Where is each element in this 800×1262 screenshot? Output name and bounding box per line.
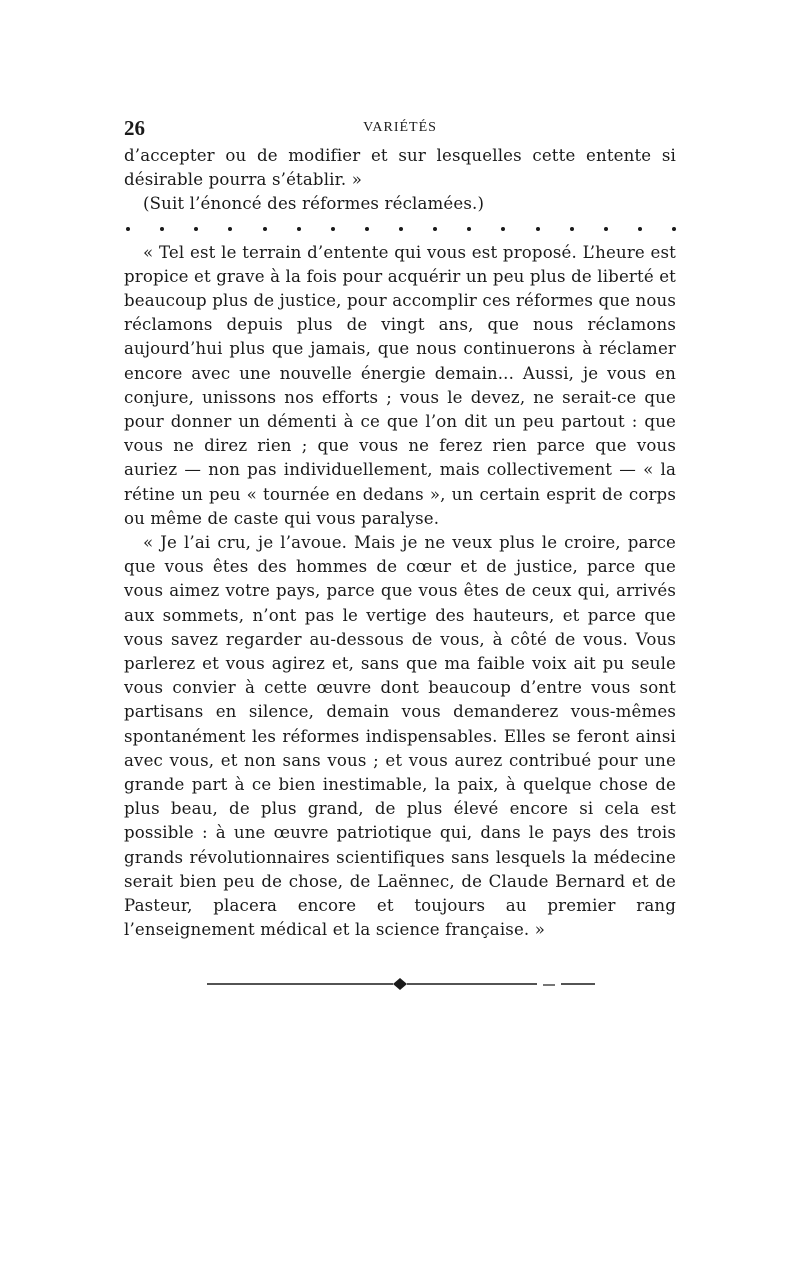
- ellipsis-dot: [365, 227, 369, 231]
- ellipsis-dot: [433, 227, 437, 231]
- ellipsis-dot: [638, 227, 642, 231]
- ellipsis-dot: [501, 227, 505, 231]
- page-number: 26: [124, 116, 145, 140]
- ellipsis-dot: [263, 227, 267, 231]
- paragraph-continuation: d’accepter ou de modifier et sur lesquelles cette entente si désirable pourra s’établir. »: [124, 146, 676, 190]
- running-title: VARIÉTÉS: [363, 120, 437, 135]
- ellipsis-dot: [126, 227, 130, 231]
- running-head: [124, 112, 676, 144]
- paragraph-note: (Suit l’énoncé des réformes réclamées.): [143, 194, 485, 214]
- ellipsis-dot: [297, 227, 301, 231]
- ellipsis-dot: [331, 227, 335, 231]
- ellipsis-dot: [399, 227, 403, 231]
- page: [124, 112, 676, 943]
- ellipsis-dot: [604, 227, 608, 231]
- ellipsis-dot: [467, 227, 471, 231]
- ellipsis-dot: [160, 227, 164, 231]
- end-ornament: [207, 976, 595, 992]
- ellipsis-dot: [672, 227, 676, 231]
- ellipsis-dot: [194, 227, 198, 231]
- ornament-diamond: [393, 978, 407, 990]
- ellipsis-dot: [536, 227, 540, 231]
- paragraph-quote-2: « Je l’ai cru, je l’avoue. Mais je ne veux plus le croire, parce que vous êtes des hommes de cœur et de justice, parce que vous aimez votre pays, parce que vous êtes de ceux qui, arrivés aux sommets, n’ont pas le vertige des hauteurs, et parce que vous savez regarder au-dessous de vous, à côté de vous. Vous parlerez et vous agirez et, sans que ma faible voix ait pu seule vous convier à cette œuvre dont beaucoup d’entre vous sont partisans en silence, demain vous demanderez vous-mêmes spontanément les réformes indispensables. Elles se feront ainsi avec vous, et non sans vous ; et vous aurez contribué pour une grande part à ce bien inestimable, la paix, à quelque chose de plus beau, de plus grand, de plus élevé encore si cela est possible : à une œuvre patriotique qui, dans le pays des trois grands révolutionnaires scientifiques sans lesquels la médecine serait bien peu de chose, de Laënnec, de Claude Bernard et de Pasteur, placera encore et toujours au premier rang l’enseignement médical et la science française. »: [124, 533, 676, 940]
- ellipsis-dot: [228, 227, 232, 231]
- paragraph-quote-1: « Tel est le terrain d’entente qui vous est proposé. L’heure est propice et grave à la fois pour acquérir un peu plus de liberté et beaucoup plus de justice, pour accomplir ces réformes que nous réclamons depuis plus de vingt ans, que nous réclamons aujourd’hui plus que jamais, que nous continuerons à réclamer encore avec une nouvelle énergie demain... Aussi, je vous en conjure, unissons nos efforts ; vous le devez, ne serait-ce que pour donner un démenti à ce que l’on dit un peu partout : que vous ne direz rien ; que vous ne ferez rien parce que vous auriez — non pas individuellement, mais collectivement — « la rétine un peu « tournée en dedans », un certain esprit de corps ou même de caste qui vous paralyse.: [124, 242, 676, 528]
- ellipsis-row: [124, 217, 676, 241]
- ellipsis-dot: [570, 227, 574, 231]
- body-text: [124, 144, 676, 943]
